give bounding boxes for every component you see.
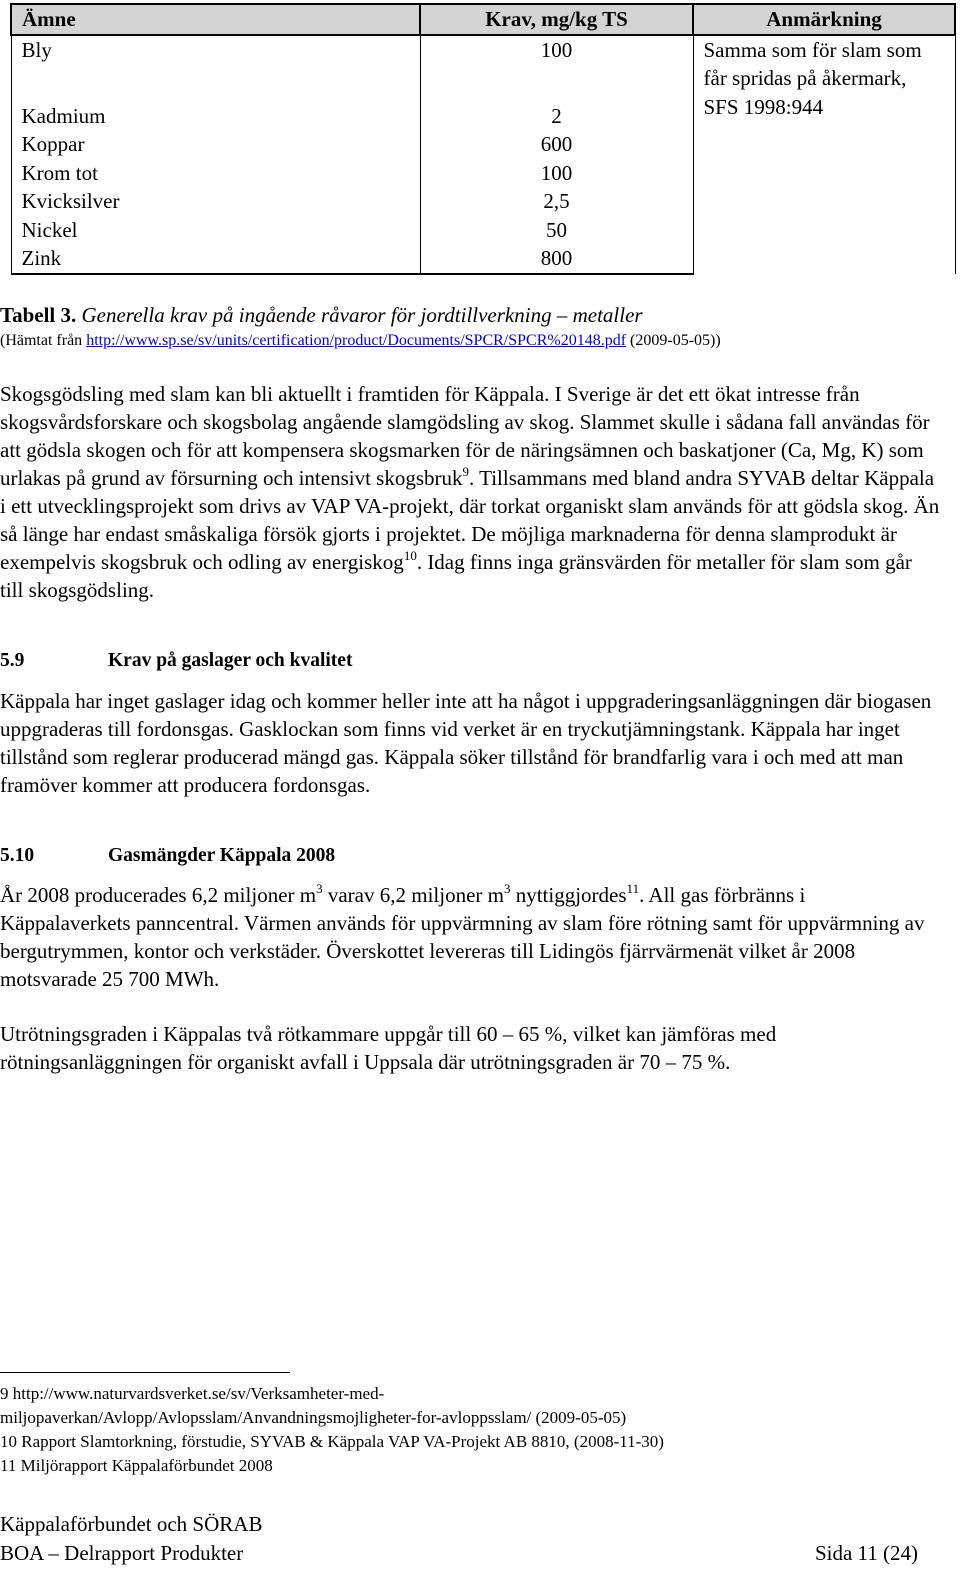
footnote-ref: 10 xyxy=(403,548,417,563)
footer-report-title: BOA – Delrapport Produkter xyxy=(0,1541,244,1565)
remark-line: Samma som för slam som xyxy=(703,37,922,62)
footer-organization: Käppalaförbundet och SÖRAB xyxy=(0,1512,263,1536)
metals-requirements-table xyxy=(10,3,956,275)
text-run: nyttiggjordes xyxy=(510,883,627,907)
footnote-9-line-2: miljopaverkan/Avlopp/Avlopsslam/Anvandningsmojligheter-for-avloppsslam/ (2009-05-05) xyxy=(0,1408,627,1427)
substance-cell: Bly xyxy=(11,35,420,102)
section-title: Krav på gaslager och kvalitet xyxy=(108,650,353,671)
section-title: Gasmängder Käppala 2008 xyxy=(108,845,336,866)
source-prefix: (Hämtat från xyxy=(0,332,87,349)
footnote-10: 10 Rapport Slamtorkning, förstudie, SYVAB & Käppala VAP VA-Projekt AB 8810, (2008-11-30) xyxy=(0,1432,664,1451)
remark-cell xyxy=(693,35,955,274)
value-cell: 2 xyxy=(420,102,693,131)
section-number: 5.10 xyxy=(0,845,35,866)
substance-cell: Krom tot xyxy=(11,159,420,188)
substance-cell: Kvicksilver xyxy=(11,187,420,216)
remark-line: får spridas på åkermark, xyxy=(703,66,907,90)
footnote-9-line-1: 9 http://www.naturvardsverket.se/sv/Verksamheter-med- xyxy=(0,1384,385,1403)
source-link[interactable]: http://www.sp.se/sv/units/certification/product/Documents/SPCR/SPCR%20148.pdf xyxy=(86,332,627,349)
value-cell: 50 xyxy=(420,216,693,245)
table-row xyxy=(11,35,955,102)
paragraph-gas-quantities xyxy=(0,881,940,993)
paragraph-gas-storage: Käppala har inget gaslager idag och kommer heller inte att ha något i uppgraderingsanläggningen där biogasen uppgraderas till fordonsgas. Gasklockan som finns vid verket är en tryckutjämningstank. Käppala har inget tillstånd som reglerar producerad mängd gas. Käppala söker tillstånd för brandfarlig vara i och med att man framöver kommer att producera fordonsgas. xyxy=(0,689,932,797)
caption-title: Generella krav på ingående råvaror för jordtillverkning – metaller xyxy=(81,303,643,327)
column-header-requirement: Krav, mg/kg TS xyxy=(420,4,693,35)
table-source xyxy=(0,332,721,350)
section-number: 5.9 xyxy=(0,650,25,671)
substance-cell: Nickel xyxy=(11,216,420,245)
table-header-row xyxy=(11,4,955,35)
text-run: . All gas förbränns i Käppalaverkets panncentral. Värmen används för uppvärmning av slam före rötning samt för uppvärmning av bergutrymmen, kontor och verkstäder. Överskottet levereras till Lidingös fjärrvärmenät vilket år 2008 motsvarade 25 700 MWh. xyxy=(0,883,925,991)
footnote-separator xyxy=(0,1372,290,1373)
paragraph-forest-fertilization xyxy=(0,380,940,604)
column-header-substance: Ämne xyxy=(11,4,420,35)
footnote-11: 11 Miljörapport Käppalaförbundet 2008 xyxy=(0,1456,273,1475)
footnote-ref: 9 xyxy=(462,464,470,479)
substance-cell: Koppar xyxy=(11,130,420,159)
source-suffix: (2009-05-05)) xyxy=(626,332,721,349)
text-run: Skogsgödsling med slam kan bli aktuellt i framtiden för Käppala. I Sverige är det ett ökat intresse från skogsvårdsforskare och skogsbolag angående slamgödsling av skog. Slammet skulle i sådana fall användas för att gödsla skogen och för att kompensera skogsmarken för de näringsämnen och baskatjoner (Ca, Mg, K) som urlakas på grund av försurning och intensivt skogsbruk xyxy=(0,382,930,490)
superscript: 3 xyxy=(316,881,323,896)
superscript: 3 xyxy=(503,881,511,896)
text-run: År 2008 producerades 6,2 miljoner m xyxy=(0,883,317,907)
text-run: varav 6,2 miljoner m xyxy=(322,883,504,907)
text-run: . Idag finns inga gränsvärden för metaller för slam som går till skogsgödsling. xyxy=(0,550,912,602)
footnote-ref: 11 xyxy=(626,881,640,896)
substance-cell: Zink xyxy=(11,244,420,274)
paragraph-digestion-degree: Utrötningsgraden i Käppalas två rötkammare uppgår till 60 – 65 %, vilket kan jämföras med rötningsanläggningen för organiskt avfall i Uppsala där utrötningsgraden är 70 – 75 %. xyxy=(0,1022,777,1074)
section-heading-5-10 xyxy=(0,845,335,867)
footer-page-number: Sida 11 (24) xyxy=(814,1541,918,1565)
substance-cell: Kadmium xyxy=(11,102,420,131)
value-cell: 600 xyxy=(420,130,693,159)
section-heading-5-9 xyxy=(0,650,352,672)
caption-label: Tabell 3. xyxy=(0,303,77,327)
text-run: . Tillsammans med bland andra SYVAB deltar Käppala i ett utvecklingsprojekt som drivs av VAP VA-projekt, där torkat organiskt slam används för att gödsla skog. Än så länge har endast småskaliga försök gjorts i projektet. De möjliga marknaderna för denna slamprodukt är exempelvis skogsbruk och odling av energiskog xyxy=(0,466,940,574)
table-caption xyxy=(0,303,643,328)
remark-line: SFS 1998:944 xyxy=(703,94,824,119)
column-header-remark: Anmärkning xyxy=(693,4,955,35)
value-cell: 100 xyxy=(420,35,693,102)
value-cell: 2,5 xyxy=(420,187,693,216)
value-cell: 100 xyxy=(420,159,693,188)
value-cell: 800 xyxy=(420,244,693,274)
